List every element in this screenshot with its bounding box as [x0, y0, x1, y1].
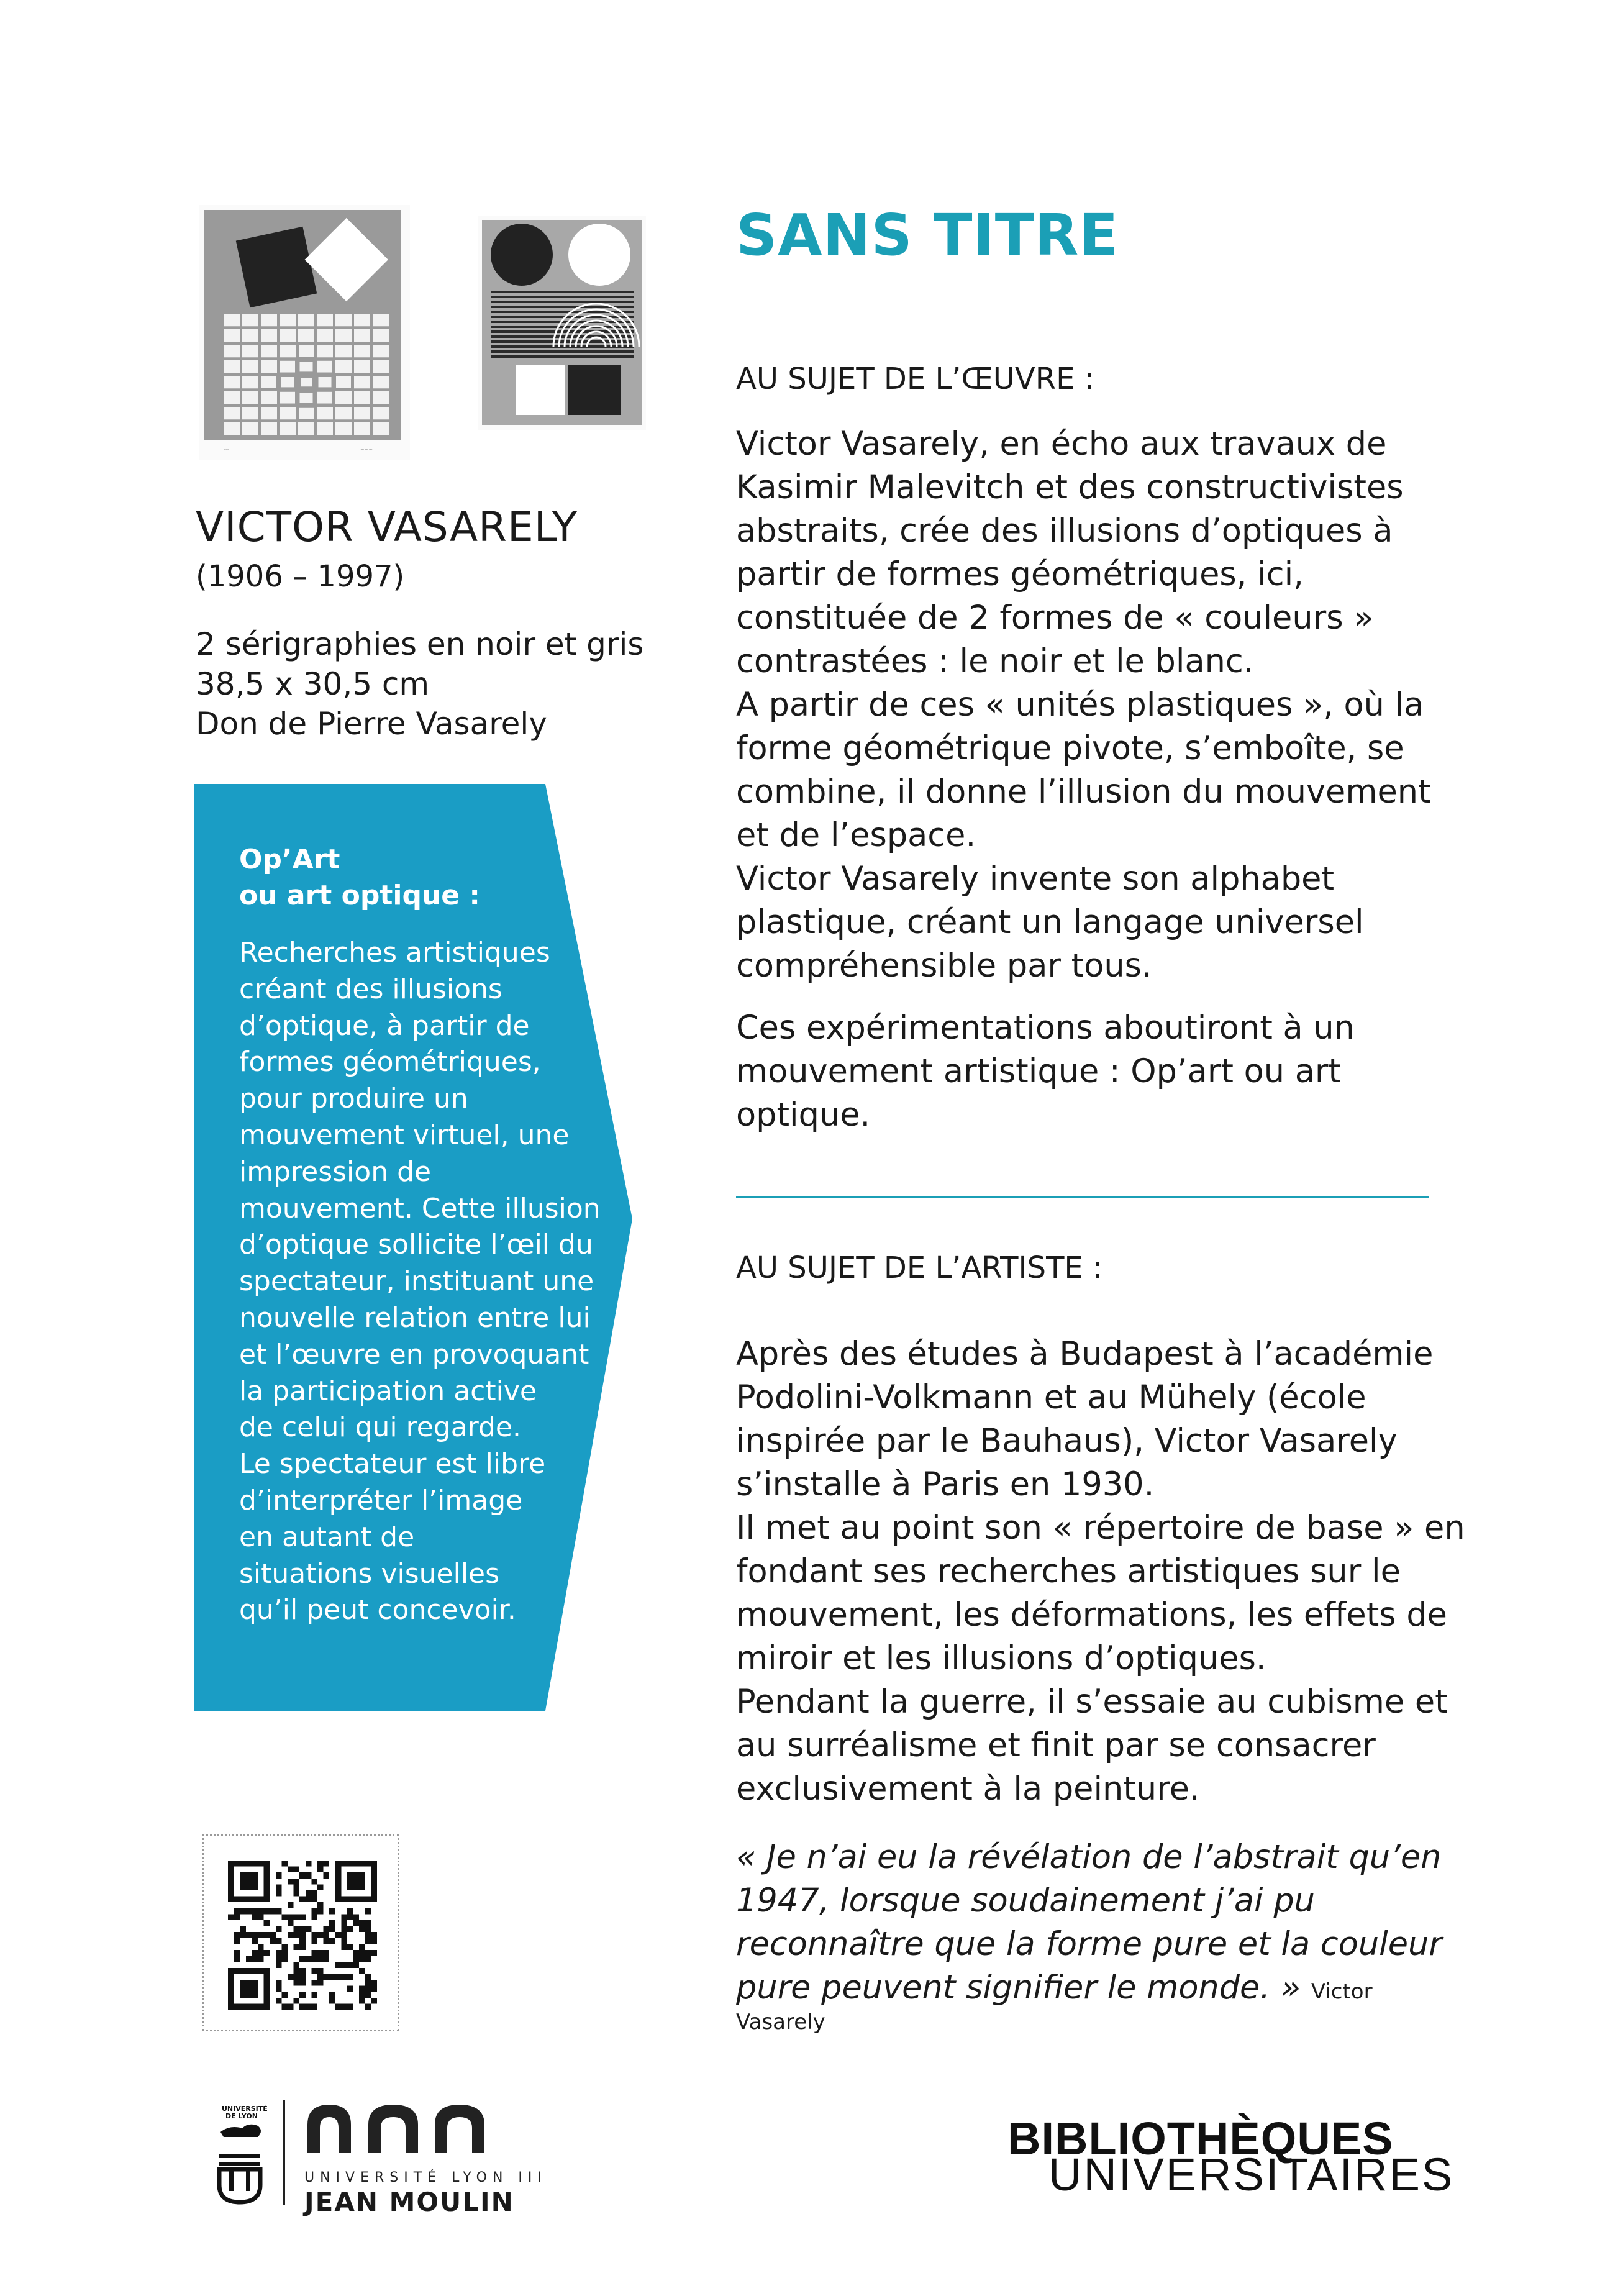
panel-line: d’optique, à partir de	[239, 1009, 530, 1042]
panel-line: formes géométriques,	[239, 1046, 541, 1078]
universite-de-lyon-logo	[208, 2100, 283, 2208]
svg-text:---: ---	[224, 447, 229, 452]
oeuvre-line: combine, il donne l’illusion du mouvement	[736, 773, 1431, 811]
quote-line: reconnaître que la forme pure et la couleur	[736, 1925, 1442, 1963]
panel-line: en autant de	[239, 1521, 415, 1553]
svg-text:DE LYON: DE LYON	[225, 2112, 258, 2120]
svg-text:UNIVERSITÉ: UNIVERSITÉ	[222, 2105, 268, 2113]
panel-line: d’interpréter l’image	[239, 1484, 523, 1516]
opart-title-line: ou art optique :	[239, 880, 481, 911]
qr-code[interactable]	[228, 1861, 377, 2010]
artist-quote	[736, 1836, 1450, 2013]
oeuvre-line: abstraits, crée des illusions d’optiques à	[736, 512, 1393, 550]
jean-moulin-arches-logo	[301, 2100, 494, 2156]
artiste-line: Podolini-Volkmann et au Mühely (école	[736, 1378, 1366, 1416]
oeuvre-line: plastique, créant un langage universel	[736, 903, 1364, 941]
panel-line: impression de	[239, 1155, 432, 1188]
panel-line: et l’œuvre en provoquant	[239, 1338, 589, 1370]
artwork-meta	[196, 624, 643, 744]
panel-line: créant des illusions	[239, 973, 502, 1005]
quote-line: « Je n’ai eu la révélation de l’abstrait qu’en	[736, 1838, 1442, 1876]
artiste-line: mouvement, les déformations, les effets de	[736, 1596, 1447, 1634]
panel-line: nouvelle relation entre lui	[239, 1301, 591, 1334]
artiste-line: miroir et les illusions d’optiques.	[736, 1639, 1266, 1677]
panel-line: mouvement. Cette illusion	[239, 1192, 601, 1224]
artiste-line: Pendant la guerre, il s’essaie au cubisme et	[736, 1683, 1448, 1721]
artwork-title: SANS TITRE	[736, 202, 1119, 268]
panel-line: de celui qui regarde.	[239, 1411, 521, 1444]
logo-separator	[283, 2100, 285, 2205]
artist-dates: (1906 – 1997)	[196, 559, 405, 594]
panel-line: mouvement virtuel, une	[239, 1119, 570, 1151]
panel-line: situations visuelles	[239, 1557, 500, 1590]
artiste-line: s’installe à Paris en 1930.	[736, 1465, 1155, 1503]
panel-line: pour produire un	[239, 1083, 468, 1115]
panel-line: qu’il peut concevoir.	[239, 1594, 516, 1626]
artist-name: VICTOR VASARELY	[196, 503, 578, 551]
artwork-technique: 2 sérigraphies en noir et gris	[196, 626, 644, 662]
opart-panel-title	[239, 842, 480, 914]
quote-line	[736, 1966, 1450, 2013]
panel-line: spectateur, instituant une	[239, 1265, 594, 1298]
panel-line: Recherches artistiques	[239, 937, 550, 968]
oeuvre-line: partir de formes géométriques, ici,	[736, 555, 1304, 593]
svg-text:~~~: ~~~	[360, 447, 373, 452]
quote-author-continued: Vasarely	[736, 2010, 825, 2034]
oeuvre-line: constituée de 2 formes de « couleurs »	[736, 599, 1374, 637]
oeuvre-line: Kasimir Malevitch et des constructivistes	[736, 468, 1404, 506]
opart-title-line: Op’Art	[239, 844, 340, 875]
bibliotheques-logo-line2: UNIVERSITAIRES	[1048, 2149, 1455, 2200]
jean-moulin-name: JEAN MOULIN	[304, 2187, 514, 2217]
oeuvre-line: Ces expérimentations aboutiront à un	[736, 1009, 1355, 1047]
quote-line-text: pure peuvent signifier le monde. »	[736, 1969, 1301, 2007]
panel-line: Le spectateur est libre	[239, 1448, 546, 1480]
quote-line: 1947, lorsque soudainement j’ai pu	[736, 1882, 1315, 1920]
oeuvre-line: Victor Vasarely, en écho aux travaux de	[736, 425, 1387, 463]
oeuvre-line: A partir de ces « unités plastiques », où la	[736, 686, 1424, 724]
opart-panel-text	[239, 935, 601, 1629]
jean-moulin-university: UNIVERSITÉ LYON III	[304, 2170, 547, 2185]
bibliotheques-logo-line1: BIBLIOTHÈQUES	[1007, 2113, 1394, 2164]
artiste-text	[736, 1332, 1465, 1811]
oeuvre-line: optique.	[736, 1096, 871, 1134]
oeuvre-line: mouvement artistique : Op’art ou art	[736, 1052, 1342, 1090]
quote-author: Victor	[1311, 1979, 1373, 2004]
panel-line: d’optique sollicite l’œil du	[239, 1229, 593, 1261]
artwork-image-2	[478, 216, 646, 430]
artwork-dimensions: 38,5 x 30,5 cm	[196, 666, 430, 702]
artiste-line: Après des études à Budapest à l’académie	[736, 1335, 1434, 1373]
oeuvre-text-2	[736, 1006, 1450, 1137]
artwork-provenance: Don de Pierre Vasarely	[196, 706, 547, 742]
oeuvre-line: contrastées : le noir et le blanc.	[736, 642, 1254, 680]
oeuvre-heading: AU SUJET DE L’ŒUVRE :	[736, 362, 1094, 396]
section-divider	[736, 1196, 1429, 1198]
artiste-line: au surréalisme et finit par se consacrer	[736, 1726, 1376, 1764]
artiste-line: inspirée par le Bauhaus), Victor Vasarely	[736, 1422, 1398, 1460]
oeuvre-line: Victor Vasarely invente son alphabet	[736, 860, 1335, 898]
artiste-line: fondant ses recherches artistiques sur le	[736, 1552, 1401, 1590]
artiste-heading: AU SUJET DE L’ARTISTE :	[736, 1250, 1103, 1285]
oeuvre-line: forme géométrique pivote, s’emboîte, se	[736, 729, 1404, 767]
oeuvre-text	[736, 422, 1450, 988]
artiste-line: exclusivement à la peinture.	[736, 1770, 1200, 1808]
artwork-image-1	[199, 205, 410, 460]
oeuvre-line: et de l’espace.	[736, 816, 976, 854]
artiste-line: Il met au point son « répertoire de base » en	[736, 1509, 1465, 1547]
oeuvre-line: compréhensible par tous.	[736, 947, 1152, 985]
panel-line: la participation active	[239, 1375, 537, 1407]
